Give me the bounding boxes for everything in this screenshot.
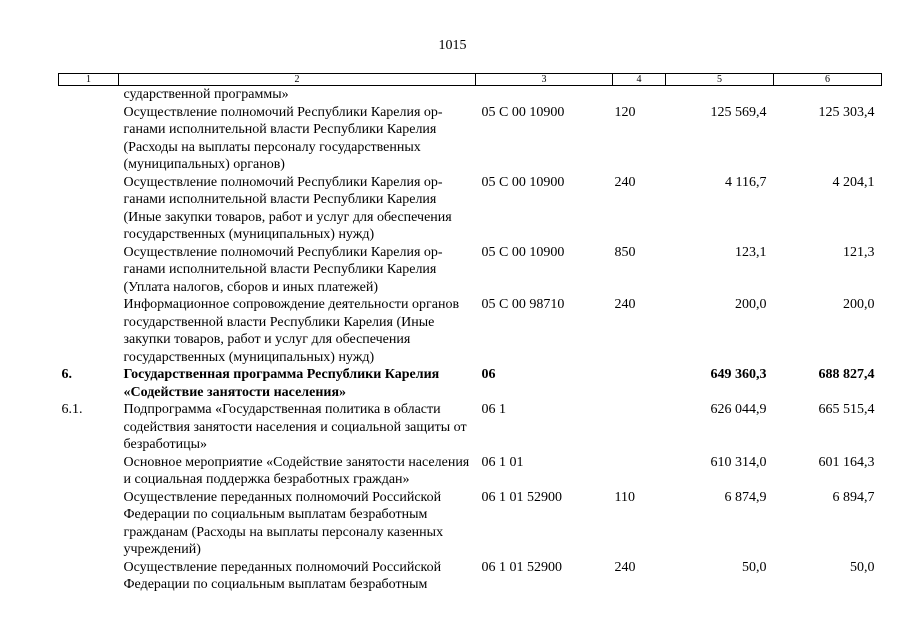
row-number bbox=[59, 86, 119, 104]
row-code: 06 1 01 52900 bbox=[481, 489, 562, 505]
row-name: Осуществление переданных полномочий Российской Федерации по социальным выплатам безработным гражданам (Расходы на выплаты персоналу казенных учреждений) bbox=[123, 489, 444, 557]
row-name: Основное мероприятие «Содействие занятости населения и социальная поддержка безработных граждан» bbox=[123, 454, 470, 487]
table-body bbox=[59, 86, 882, 594]
table-row bbox=[59, 559, 882, 594]
row-amount-year-2 bbox=[774, 86, 882, 104]
row-name: Осуществление полномочий Республики Карелия органами исполнительной власти Республики Карелия (Иные закупки товаров, работ и услуг для обеспечения государственных (муниципальных) нужд) bbox=[123, 174, 452, 242]
row-code: 05 С 00 10900 bbox=[481, 174, 565, 190]
header-col-3: 3 bbox=[476, 74, 613, 86]
row-number bbox=[59, 104, 119, 174]
row-code: 06 1 01 52900 bbox=[481, 559, 562, 575]
row-expense-type bbox=[613, 454, 666, 489]
row-expense-type bbox=[613, 366, 666, 401]
row-number bbox=[59, 559, 119, 594]
row-name: Подпрограмма «Государственная политика в области содействия занятости населения и социальной защиты от безработицы» bbox=[123, 402, 467, 452]
row-expense-type bbox=[613, 86, 666, 104]
header-col-6: 6 bbox=[774, 74, 882, 86]
row-amount-year-2: 665 515,4 bbox=[818, 402, 875, 417]
row-expense-type: 240 bbox=[614, 559, 636, 575]
table-row bbox=[59, 366, 882, 401]
row-amount-year-2: 50,0 bbox=[850, 559, 875, 575]
table-row bbox=[59, 244, 882, 297]
table-row bbox=[59, 489, 882, 559]
row-amount-year-1 bbox=[666, 86, 774, 104]
row-expense-type: 120 bbox=[614, 104, 636, 120]
header-col-4: 4 bbox=[613, 74, 666, 86]
row-amount-year-1: 50,0 bbox=[742, 559, 767, 575]
row-amount-year-1: 4 116,7 bbox=[725, 174, 767, 190]
row-amount-year-1: 6 874,9 bbox=[724, 489, 767, 505]
row-amount-year-2: 125 303,4 bbox=[818, 104, 875, 120]
row-number bbox=[59, 454, 119, 489]
row-number bbox=[59, 174, 119, 244]
row-amount-year-1: 649 360,3 bbox=[710, 367, 767, 382]
row-code: 05 С 00 10900 bbox=[481, 244, 565, 260]
row-number: 6.1. bbox=[61, 402, 83, 417]
row-amount-year-2: 688 827,4 bbox=[818, 367, 875, 382]
row-amount-year-2: 601 164,3 bbox=[818, 454, 875, 470]
header-col-5: 5 bbox=[666, 74, 774, 86]
table-row bbox=[59, 401, 882, 454]
row-expense-type: 110 bbox=[614, 489, 635, 505]
row-amount-year-1: 123,1 bbox=[735, 244, 767, 260]
row-expense-type: 240 bbox=[614, 297, 636, 312]
row-expense-type: 240 bbox=[614, 174, 636, 190]
row-amount-year-1: 626 044,9 bbox=[710, 402, 767, 417]
row-code bbox=[476, 86, 613, 104]
row-name: сударственной программы» bbox=[123, 87, 289, 102]
row-name: Осуществление полномочий Республики Карелия органами исполнительной власти Республики Карелия (Расходы на выплаты персоналу государственных (муниципальных) органов) bbox=[123, 104, 443, 172]
table-row bbox=[59, 296, 882, 366]
row-name: Осуществление переданных полномочий Российской Федерации по социальным выплатам безработным bbox=[123, 559, 442, 592]
row-number bbox=[59, 489, 119, 559]
row-code: 06 1 01 bbox=[481, 454, 524, 470]
row-amount-year-1: 610 314,0 bbox=[710, 454, 767, 470]
row-number: 6. bbox=[61, 367, 72, 382]
row-name: Осуществление полномочий Республики Карелия органами исполнительной власти Республики Карелия (Уплата налогов, сборов и иных платежей) bbox=[123, 244, 443, 295]
table-row bbox=[59, 104, 882, 174]
row-name: Информационное сопровождение деятельности органов государственной власти Республики Карелия (Иные закупки товаров, работ и услуг для обеспечения государственных (муниципальных) нужд) bbox=[123, 297, 460, 365]
row-name: Государственная программа Республики Карелия «Содействие занятости населения» bbox=[123, 367, 440, 400]
row-number bbox=[59, 296, 119, 366]
row-amount-year-2: 121,3 bbox=[843, 244, 875, 260]
row-expense-type bbox=[613, 401, 666, 454]
table-row bbox=[59, 86, 882, 104]
row-code: 06 1 bbox=[481, 402, 506, 417]
row-amount-year-2: 200,0 bbox=[843, 297, 875, 312]
row-expense-type: 850 bbox=[614, 244, 636, 260]
header-row bbox=[59, 74, 882, 86]
table-header bbox=[59, 74, 882, 86]
budget-table bbox=[58, 73, 882, 594]
row-code: 06 bbox=[481, 367, 496, 382]
row-code: 05 С 00 98710 bbox=[481, 297, 565, 312]
header-col-1: 1 bbox=[59, 74, 119, 86]
header-col-2: 2 bbox=[119, 74, 476, 86]
row-number bbox=[59, 244, 119, 297]
table-row bbox=[59, 454, 882, 489]
row-code: 05 С 00 10900 bbox=[481, 104, 565, 120]
table-row bbox=[59, 174, 882, 244]
page-number: 1015 bbox=[438, 38, 467, 53]
row-amount-year-1: 200,0 bbox=[735, 297, 767, 312]
row-amount-year-2: 4 204,1 bbox=[832, 174, 875, 190]
row-amount-year-2: 6 894,7 bbox=[832, 489, 875, 505]
row-amount-year-1: 125 569,4 bbox=[710, 104, 767, 120]
